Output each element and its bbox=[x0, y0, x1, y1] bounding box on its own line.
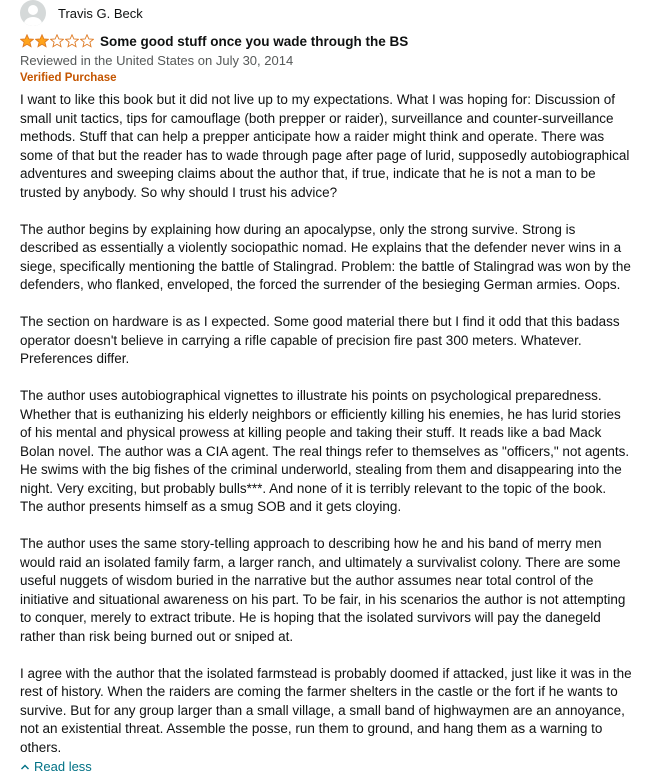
star-full-icon bbox=[35, 34, 49, 48]
star-empty-icon bbox=[80, 34, 94, 48]
review-paragraph: The author uses the same story-telling approach to describing how he and his band of merry men would raid an isolated family farm, a larger ranch, and ultimately a survivalist colony. There are some useful nuggets of wisdom buried in the narrative but the author assumes near total control of the initiative and situational awareness on his part. To be fair, in his scenarios the author is not attempting to conquer, merely to extract tribute. He is hoping that the isolated survivors will pay the danegeld rather than risk being burned out or sniped at. bbox=[20, 536, 626, 644]
read-less-link[interactable] bbox=[20, 759, 640, 774]
review-title-row bbox=[20, 32, 640, 50]
review-title[interactable]: Some good stuff once you wade through the BS bbox=[100, 33, 409, 49]
review-date: Reviewed in the United States on July 30, 2014 bbox=[20, 53, 294, 68]
review-paragraph: I want to like this book but it did not live up to my expectations. What I was hoping for: Discussion of small unit tactics, tips for camouflage (both prepper or raider), surveillance and counter-surveillance methods. Stuff that can help a prepper anticipate how a raider might think and operate. There was some of that but the reader has to wade through page after page of lurid, supposedly autobiographical adventures and sweeping claims about the author that, if true, indicate that he is not a man to be trusted by anybody. So why should I trust his advice? bbox=[20, 92, 630, 200]
author-name[interactable]: Travis G. Beck bbox=[58, 5, 143, 21]
review-author-row bbox=[20, 0, 640, 26]
verified-purchase-badge: Verified Purchase bbox=[20, 72, 117, 84]
star-empty-icon bbox=[65, 34, 79, 48]
star-empty-icon bbox=[50, 34, 64, 48]
star-full-icon bbox=[20, 34, 34, 48]
review-paragraph: The author begins by explaining how during an apocalypse, only the strong survive. Strong is described as essentially a violently sociopathic nomad. He explains that the defender never wins in a siege, specifically mentioning the battle of Stalingrad. Problem: the battle of Stalingrad was won by the defenders, who flanked, enveloped, the forced the surrender of the besieging German armies. Oops. bbox=[20, 221, 631, 292]
review-body bbox=[20, 91, 632, 757]
review-paragraph: I agree with the author that the isolated farmstead is probably doomed if attacked, just like it was in the rest of history. When the raiders are coming the farmer shelters in the castle or the fort if he wants to survive. But for any group larger than a small village, a small band of highwaymen are an annoyance, not an existential threat. Assemble the posse, run them to ground, and hang them as a warning to others. bbox=[20, 665, 632, 755]
review-paragraph: The section on hardware is as I expected. Some good material there but I find it odd that this badass operator doesn't believe in carrying a rifle capable of precision fire past 300 meters. Whatever. Preferences differ. bbox=[20, 314, 620, 366]
star-rating[interactable] bbox=[20, 34, 94, 48]
default-avatar-icon[interactable] bbox=[20, 0, 46, 26]
read-less-label[interactable]: Read less bbox=[34, 759, 92, 774]
chevron-up-icon bbox=[20, 762, 30, 772]
review-paragraph: The author uses autobiographical vignettes to illustrate his points on psychological preparedness. Whether that is euthanizing his elderly neighbors or efficiently killing his enemies, he has lurid stories of his mental and physical prowess at killing people and taking their stuff. It reads like a bad Mack Bolan novel. The author was a CIA agent. The real things refer to themselves as "officers," not agents. He swims with the big fishes of the criminal underworld, stealing from them and disappearing into the night. Very exciting, but probably bulls***. And none of it is terribly relevant to the topic of the book. The author presents himself as a smug SOB and it gets cloying. bbox=[20, 388, 630, 514]
